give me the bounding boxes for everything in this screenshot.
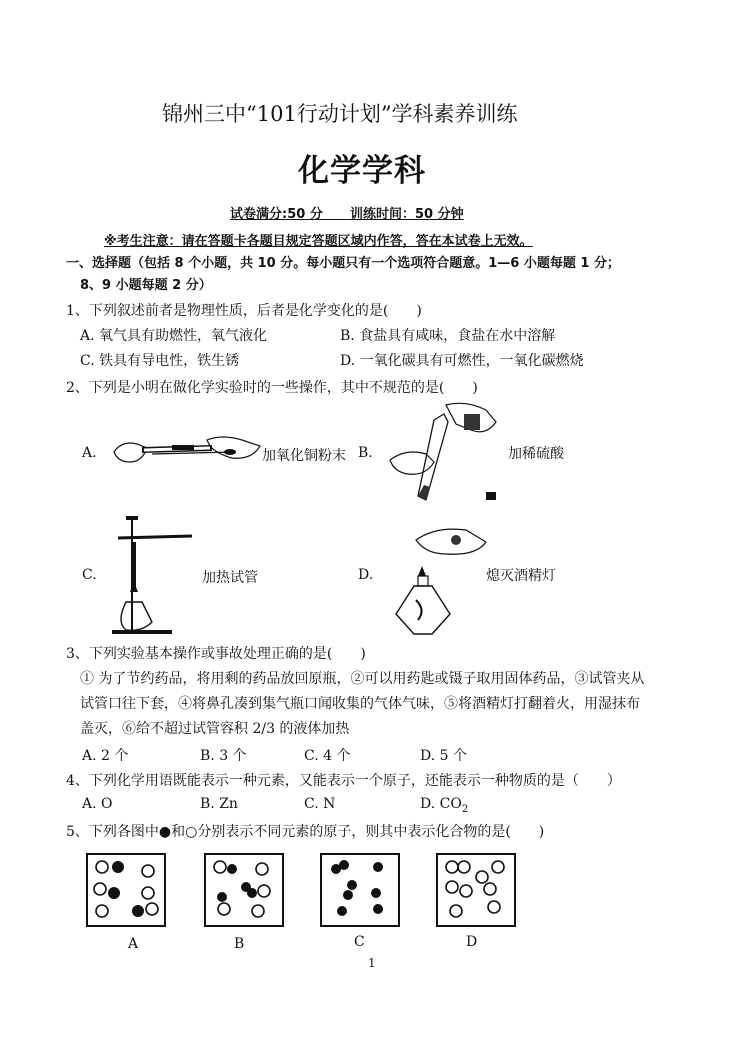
particle-diagram-c xyxy=(320,853,400,927)
question-2-option-b-caption: 加稀硫酸 xyxy=(508,446,564,462)
question-2-option-d-caption: 熄灭酒精灯 xyxy=(486,568,556,584)
school-title: 锦州三中“101行动计划”学科素养训练 xyxy=(162,102,518,126)
question-4-option-d-subscript: 2 xyxy=(461,803,469,815)
question-1-option-d: D. 一氧化碳具有可燃性，一氧化碳燃烧 xyxy=(340,353,584,369)
add-powder-illustration xyxy=(112,432,262,476)
diagram-label-a: A xyxy=(128,936,139,952)
question-4-stem: 4、下列化学用语既能表示一种元素，又能表示一个原子，还能表示一种物质的是（ ） xyxy=(66,773,621,789)
question-5-stem: 5、下列各图中●和○分别表示不同元素的原子，则其中表示化合物的是( ) xyxy=(66,824,545,840)
question-3-line-3: 盖灭，⑥给不超过试管容积 2/3 的液体加热 xyxy=(80,721,350,737)
question-4-option-a: A. O xyxy=(82,796,113,812)
exam-notice: ※考生注意：请在答题卡各题目规定答题区域内作答，答在本试卷上无效。 xyxy=(104,234,533,249)
question-3-option-c: C. 4 个 xyxy=(304,748,351,764)
pour-acid-illustration xyxy=(386,400,506,509)
question-1-stem: 1、下列叙述前者是物理性质，后者是化学变化的是( ) xyxy=(66,303,422,319)
question-3-option-a: A. 2 个 xyxy=(82,748,129,764)
question-4-option-d xyxy=(420,796,468,815)
particle-diagram-b xyxy=(204,853,284,927)
question-2-option-a-letter: A. xyxy=(82,445,97,461)
exam-meta: 试卷满分:50 分 训练时间：50 分钟 xyxy=(230,207,464,222)
diagram-label-d: D xyxy=(466,934,478,950)
page-title: 化学学科 xyxy=(298,153,426,189)
question-2-option-d-letter: D. xyxy=(358,567,374,583)
question-4-option-b: B. Zn xyxy=(200,796,238,812)
question-3-option-d: D. 5 个 xyxy=(420,748,467,764)
section-heading-cont: 8、9 小题每题 2 分） xyxy=(80,278,212,293)
question-1-option-a: A. 氧气具有助燃性，氧气液化 xyxy=(80,328,268,344)
question-2-stem: 2、下列是小明在做化学实验时的一些操作，其中不规范的是( ) xyxy=(66,380,478,396)
question-2-option-a-caption: 加氧化铜粉末 xyxy=(262,448,346,464)
question-3-stem: 3、下列实验基本操作或事故处理正确的是( ) xyxy=(66,646,366,662)
particle-diagram-a xyxy=(86,853,166,927)
question-4-option-d-formula: D. CO xyxy=(420,796,462,812)
blow-out-lamp-illustration xyxy=(386,520,496,644)
question-2-option-b-letter: B. xyxy=(358,445,373,461)
question-1-option-b: B. 食盐具有咸味，食盐在水中溶解 xyxy=(340,328,556,344)
page-number: 1 xyxy=(368,956,376,970)
question-4-option-c: C. N xyxy=(304,796,336,812)
question-3-option-b: B. 3 个 xyxy=(200,748,247,764)
section-heading: 一、选择题（包括 8 个小题，共 10 分。每小题只有一个选项符合题意。1—6 小题每题 1 分； xyxy=(66,256,620,271)
question-3-line-2: 试管口往下套，④将鼻孔凑到集气瓶口闻收集的气体气味，⑤将酒精灯打翻着火，用湿抹布 xyxy=(80,696,640,712)
question-2-option-c-letter: C. xyxy=(82,567,97,583)
question-3-line-1: ① 为了节约药品，将用剩的药品放回原瓶，②可以用药匙或镊子取用固体药品，③试管夹从 xyxy=(80,671,645,687)
diagram-label-b: B xyxy=(234,936,245,952)
diagram-label-c: C xyxy=(354,934,365,950)
heat-tube-illustration xyxy=(112,512,202,641)
question-1-option-c: C. 铁具有导电性，铁生锈 xyxy=(80,353,240,369)
particle-diagram-d xyxy=(436,853,516,927)
question-2-option-c-caption: 加热试管 xyxy=(202,570,258,586)
